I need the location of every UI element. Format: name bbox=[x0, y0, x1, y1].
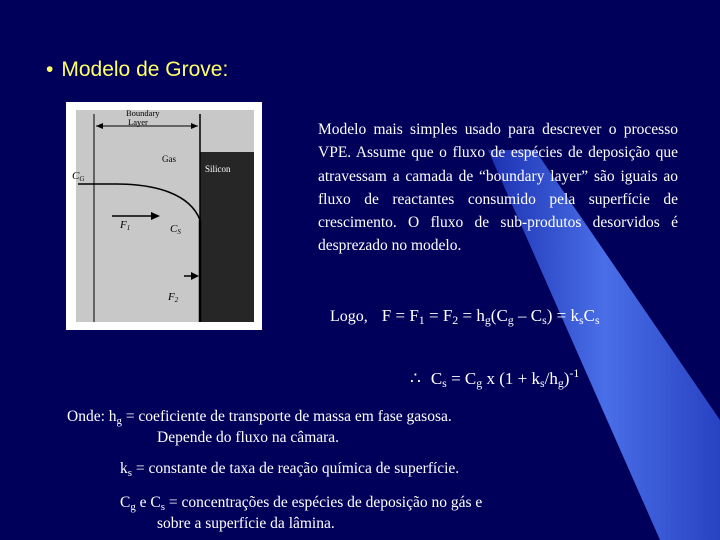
boundary-label-1: Boundary bbox=[126, 108, 160, 118]
f2-label: F2 bbox=[168, 291, 179, 304]
cg-cs-definition: $C_g$ e $C_s$ = concentrações de espécies de deposição no gás e bbox=[120, 494, 483, 513]
boundary-label-2: Layer bbox=[128, 117, 148, 127]
cs-label: CS bbox=[170, 223, 181, 236]
title-bullet: • bbox=[46, 58, 54, 81]
ks-definition: $k_s$ = constante de taxa de reação química de superfície. bbox=[120, 460, 460, 479]
hg-definition-cont: Depende do fluxo na câmara. bbox=[157, 429, 340, 446]
silicon-region bbox=[200, 152, 254, 322]
cs-equation: ∴ $C_s = C_g$ x $(1 + k_s/h_g)^{-1}$ bbox=[410, 366, 580, 390]
cg-cs-definition-cont: sobre a superfície da lâmina. bbox=[157, 515, 335, 532]
title-text: Modelo de Grove: bbox=[61, 58, 229, 81]
cg-label: CG bbox=[72, 170, 85, 183]
description-paragraph: Modelo mais simples usado para descrever o processo VPE. Assume que o fluxo de espécies de deposição que atravessam a camada de “boundary layer” são iguais ao fluxo de reactantes consumido pela superfície de crescimento. O fluxo de sub-produtos desorvidos é desprezado no modelo. bbox=[318, 121, 678, 255]
silicon-label: Silicon bbox=[205, 164, 231, 174]
f1-label: F1 bbox=[120, 219, 131, 232]
slide-title bbox=[46, 58, 228, 82]
flux-equation: Logo, $F = F_1 = F_2 = h_g(C_g - C_s) = k_sC_s$ bbox=[330, 306, 600, 327]
hg-definition: Onde: $h_g$ = coeficiente de transporte de massa em fase gasosa. bbox=[67, 408, 452, 427]
gas-label: Gas bbox=[162, 154, 176, 164]
grove-model-figure bbox=[66, 102, 262, 330]
